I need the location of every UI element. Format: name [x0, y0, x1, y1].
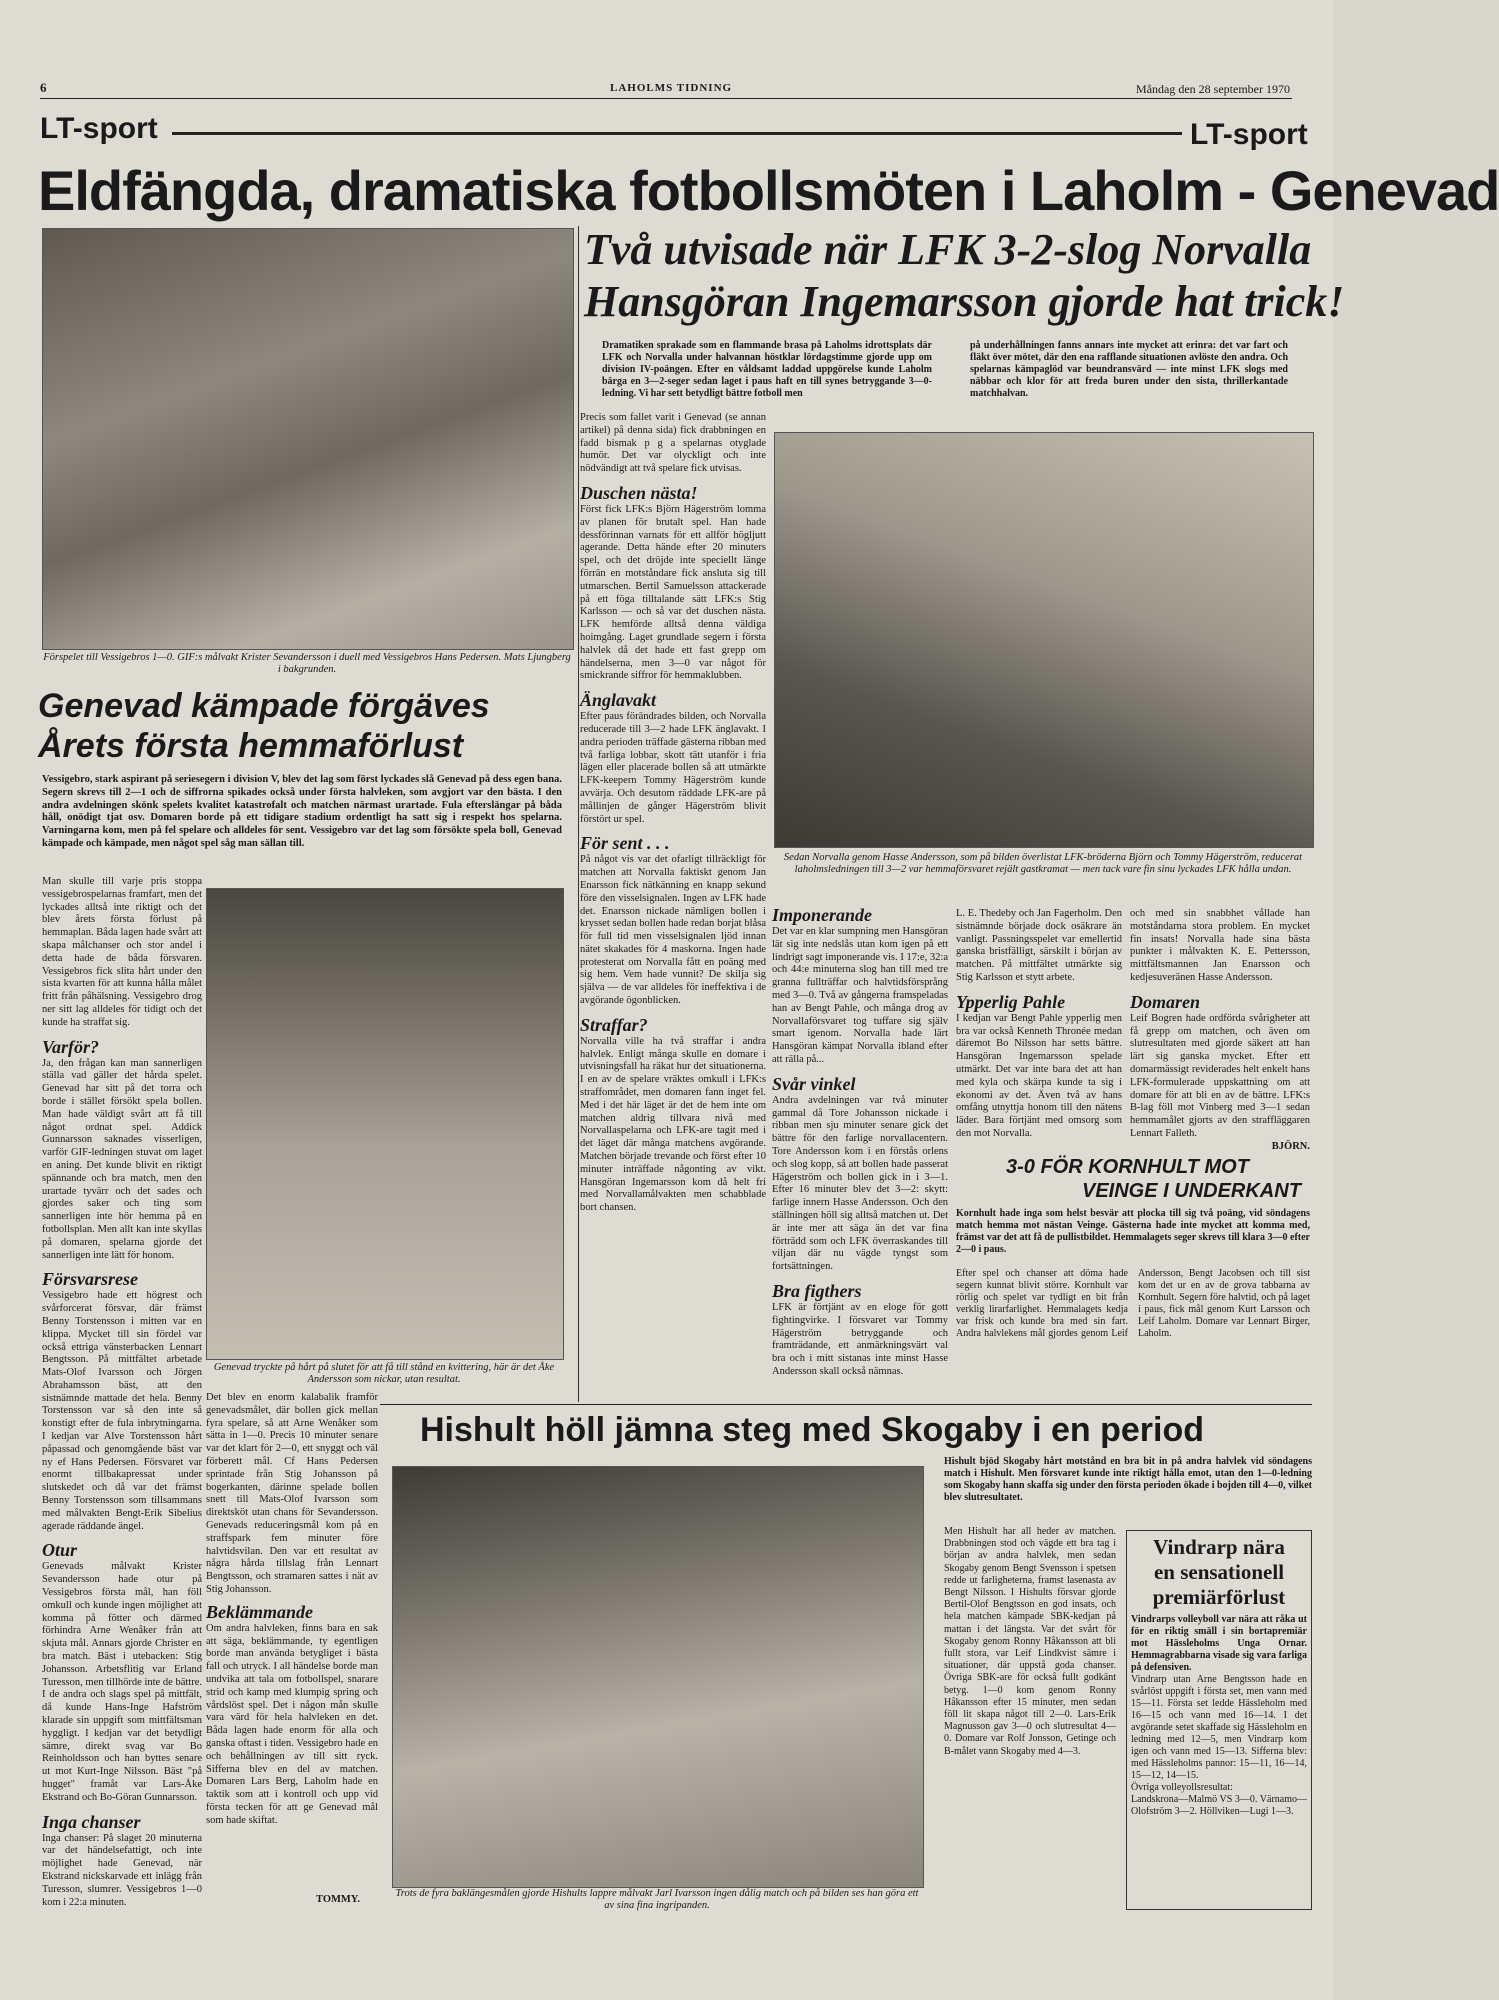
- subhead-forsvarsrese: Försvarsrese: [42, 1269, 139, 1290]
- issue-date: Måndag den 28 september 1970: [1136, 82, 1290, 96]
- lfk-column-4: [1130, 908, 1310, 1152]
- genevad-headline-1: Genevad kämpade förgäves: [38, 687, 490, 725]
- subhead-for-sent: För sent . . .: [580, 833, 670, 854]
- lfk-column-3: [956, 908, 1122, 1138]
- kornhult-headline-2: VEINGE I UNDERKANT: [1082, 1180, 1301, 1202]
- lfk-domaren-text: Leif Bogren hade ordförda svårigheter att få grepp om matchen, och även om slutresultaten med gjorde säkert att han lärt sig ganska mycket. Efter ett domarmässigt reviderades helt enkelt hans LFK-formulerade uppskattning om att domare för att bli en av de bättre. LFK:s B-lag föll mot Vinberg med 3—1 sedan hemmamålet gjorts av den straffläggaren Lennart Falleth.: [1130, 1012, 1310, 1139]
- vindrarp-results: Landskrona—Malmö VS 3—0. Värnamo—Olofström 3—2. Höllviken—Lugi 1—3.: [1131, 1794, 1307, 1817]
- vindrarp-body: Vindrarp utan Arne Bengtsson hade en svårlöst uppgift i första set, men vann med 15—11. Första set ledde Hässleholm med 16—15 och vann med 16—14. I det avgörande setet skaffade sig Hässleholm en ledning med 12—5, men Vindrarp kom igen och vann med 15—13. Sifferna blev: med Hässleholms pannor: 15—11, 16—14, 15—12, 14—15.: [1131, 1674, 1307, 1781]
- kornhult-headline-1: 3-0 FÖR KORNHULT MOT: [1006, 1156, 1249, 1178]
- lfk-col3-intro: L. E. Thedeby och Jan Fagerholm. Den sistnämnde började dock osäkrare än vanligt. Passningsspelet var emellertid ganska bristfälligt, särskilt i början av matchen. På mittfältet utmärkte sig Stig Karlsson et stytt arbete.: [956, 908, 1122, 983]
- photo-genevad-duel: [42, 228, 574, 650]
- subhead-beklammande: Beklämmande: [206, 1601, 313, 1622]
- section-rule: [172, 132, 1182, 135]
- lfk-lead-right: på underhållningen fanns annars inte mycket att erinra: det var fart och fläkt över mötet, där den ena rafflande situationen avlöste den andra. Och spelarnas kämpaglöd var beundransvärd — inte minst LFK slogs med näbbar och klor för att freda buren under den sista, thrillerkantade matchhalvan.: [970, 340, 1288, 399]
- hishult-headline: Hishult höll jämna steg med Skogaby i en period: [420, 1411, 1205, 1449]
- vindrarp-lead: Vindrarps volleyboll var nära att råka ut för en riktig smäll i sin bortapremiär mot Hässleholms Unga Ornar. Hemmagrabbarna visade sig vara farliga på defensiven.: [1131, 1614, 1307, 1673]
- lfk-byline: BJÖRN.: [1271, 1140, 1310, 1152]
- lfk-straffar-text: Norvalla ville ha två straffar i andra halvlek. Enligt många skulle en domare i utvisningsfall ha räkat hur det situationerna. I en av de spelare vräktes omkull i LFK:s straffområdet, men domaren fann inget fel. Med i det här läget är det de hem inte om matchen aldrig tillvara nivå med Norvallaspelarna och LFK-are tagit med i det läget där många matchens avgörande. Matchen började trevande och först efter 10 minuter inträffade någonting av vikt. Hansgöran Ingemarsson kom då helt fri med Norvallamålvakten men schabblade bort chansen.: [580, 1035, 766, 1214]
- masthead-rule: [40, 98, 1292, 99]
- main-headline: Eldfängda, dramatiska fotbollsmöten i Laholm - Genevad: [38, 159, 1499, 222]
- vindrarp-box: [1126, 1530, 1312, 1910]
- subhead-varfor: Varför?: [42, 1036, 100, 1057]
- subhead-bra-figthers: Bra figthers: [772, 1280, 862, 1301]
- subhead-straffar: Straffar?: [580, 1014, 648, 1035]
- genevad-headline-2: Årets första hemmaförlust: [38, 727, 464, 765]
- page-number: 6: [40, 80, 47, 95]
- genevad-forsvarsrese-text: Vessigebro hade ett högrest och svårforcerat försvar, där främst Benny Torstensson i mitten var en klippa. Mycket till sin fördel var också ettriga vänsterbacken Lennart Bengtsson. På mittfältet arbetade Mats-Olof Ivarsson och Jörgen Abrahamsson bäst, att den sistnämnde mattade det hela. Benny Torstensson var så den inte så konstigt efter de fula inbrytningarna. I kedjan var Alve Torstensson hårt påpassad och genomgående bäst var ny ef Hans Pedersen. Försvaret var enormt tillbakapressat under slutskedet och då var det främst Benny Torstensson som tillsammans med målvakten Bengt-Erik Sibelius agerade räddande ängel.: [42, 1290, 202, 1532]
- kornhult-lead: Kornhult hade inga som helst besvär att plocka till sig två poäng, vid söndagens match hemma mot nästan Veinge. Gästerna hade inte mycket att komma med, främst var det att få de pullistbildet. Hemmalagets seger skrevs till klara 3—0 efter 2—0 i paus.: [956, 1208, 1310, 1255]
- lfk-headline-1: Två utvisade när LFK 3-2-slog Norvalla: [584, 225, 1312, 274]
- genevad-column-right: [206, 1392, 378, 1907]
- lfk-lead-left: Dramatiken sprakade som en flammande brasa på Laholms idrottsplats där LFK och Norvalla under halvannan höstklar lördagstimme gjorde upp om division IV-poängen. Efter en våldsamt laddad uppgörelse kunde Laholm bärga en 3—2-seger sedan laget i paus haft en till synes betryggande 3—0-ledning. Vi har sett betydligt bättre fotboll men: [602, 340, 932, 399]
- photo-lfk-norvalla: [774, 432, 1314, 848]
- section-label-right: LT-sport: [1190, 118, 1308, 151]
- vindrarp-headline-1: Vindrarp nära: [1153, 1535, 1285, 1559]
- column-divider: [578, 226, 579, 1402]
- subhead-ypperlig-pahle: Ypperlig Pahle: [956, 991, 1066, 1012]
- vindrarp-headline-3: premiärförlust: [1152, 1585, 1286, 1609]
- subhead-svar-vinkel: Svår vinkel: [772, 1073, 856, 1094]
- lfk-intro: Precis som fallet varit i Genevad (se annan artikel) på denna sida) fick drabbningen en fadd bismak p g a spelarnas otyglade humör. Det var olyckligt och inte nödvändigt att två spelare fick utvisas.: [580, 412, 766, 475]
- lfk-svar-vinkel-text: Andra avdelningen var två minuter gammal då Tore Johansson nickade i ribban men sju minuter senare gick det bättre för den farlige norvallacentern. Tore Andersson kom i en förstås orlens och slog kopp, så att bollen hade passerat Hägerström och bollen gick in i 3—1. Efter 16 minuter blev det 3—2: skytt: farlige innern Hasse Andersson. Och den ställningen höll sig alltså matchen ut. Det är inte mer att säga än det var fina förträdd som och LFK överraskandes till viljan där nu vägde tyngst som fortsättningen.: [772, 1094, 948, 1273]
- lfk-imponerande-text: Det var en klar sumpning men Hansgöran lät sig inte nedslås utan kom igen på ett lindrigt sagt imponerande vis. I 17:e, 32:a och 44:e minuterna slog han till med tre granna fullträffar och halvtidsförsprång med 3—0. Två av gångerna framspeladas han av Bengt Pahle, och många drog av Norvallaförsvaret tog tuffare sig själv smart igenom. Norvalla hade lärt Hansgöran kämpat Norvalla ibland efter att rälla på...: [772, 926, 948, 1065]
- genevad-byline: TOMMY.: [316, 1894, 361, 1905]
- photo-caption-lfk-norvalla: Sedan Norvalla genom Hasse Andersson, som på bilden överlistat LFK-brödernа Björn och Tommy Hägerström, reducerat laholmsledningen till 3—2 var hemmaförsvaret rejält gastkramat — men tack vare fin sinu lyckades LFK hålla undan.: [783, 852, 1303, 875]
- photo-caption-hishult: Trots de fyra baklängesmålen gjorde Hishults lappre målvakt Jarl Ivarsson ingen dålig match och på bilden ses han göra ett av sina fina ingripanden.: [395, 1888, 919, 1911]
- masthead: [40, 80, 1290, 100]
- lfk-anglavakt-text: Efter paus förändrades bilden, och Norvalla reducerade till 3—2 hade LFK änglavakt. I andra perioden träffade gästerna ribban med två farliga lobbar, skott tätt utanför i fria lägen eller placerade bollen så att utmärkte LFK-keepern Tommy Hägerström kunde avvärja. Och desutom räddade LFK-are på mållinjen de gånger Hägerström blivit förstört ur spel.: [580, 711, 766, 825]
- lfk-column-left: [580, 412, 766, 1380]
- genevad-varfor-text: Ja, den frågan kan man sannerligen ställa vad gäller det hårda spelet. Genevad har sitt på det torra och borde i stället försökt spela bollen. Man hade väldigt svårt att få till något ordnat spel. Addick Gunnarsson saknades visserligen, varför GIF-ledningen stuvat om laget en aning. Det kunde blivit en riktigt spännande och bra match, men den urartade tyvärr och det sades och gjordes saker och ting som sannerligen inte hör hemma på en fotbollsplan. Men allt kan inte skyllas på domaren, spelarna gjorde det sannerligen inte lätt för honom.: [42, 1057, 202, 1261]
- genevad-right-text-2: Om andra halvleken, finns bara en sak att säga, beklämmande, ty egentligen borde man använda betygliget i bästa fall och utryck. I all händelse borde man undvika att tala om fotbollspel, snarare strid och kamp med klumpig spring och vårdslöst spel. Det i någon mån skulle vara värd för hela halvleken en det. Båda lagen hade enorm för alla och ganska oftast i tiden. Vessigebro hade en och behållningen av till sitt ryck. Sifferna blev en del av matchen. Domaren Lars Berg, Laholm hade en taktik som att i kontroll och upp vid första tecken för att ge Genevad mål som hade skiftat.: [206, 1622, 378, 1826]
- hishult-body: Men Hishult har all heder av matchen. Drabbningen stod och vägde ett bra tag i början av andra halvlek, men sedan Skogaby genom Bengt Svensson i spetsen redde ut farligheterna, framst lasenasta av Bengt Nilsson. I Hishults försvar gjorde Bertil-Olof Bengtsson en god insats, och hela matchen kämpade SBK-kedjan på mattan i det längsta. Var det svårt för Skogaby genom Ronny Håkansson att bli fullt stora, var Leif Lindkvist sämre i situationer, där uppstå goda chanser. Övriga SBK-are för också fullt godkänt betyg. 1—0 kom genom Ronny Håkansson efter 15 minuter, men sedan föll lit skapa något till 2—0. Lars-Erik Magnusson gav 3—0 och slutresultat 4—0. Domare var Rolf Jonsson, Getinge och B-målet vann Skogaby med 4—3.: [944, 1526, 1116, 1757]
- hishult-top-rule: [380, 1404, 1312, 1405]
- hishult-lead: Hishult bjöd Skogaby hårt motstånd en bra bit in på andra halvlek vid söndagens match i Hishult. Men försvaret kunde inte riktigt hålla emot, utan den 1—0-ledning som Skogaby hann skaffa sig under den första perioden ökade i bojden till 4—0, vilket blev slutresultatet.: [944, 1456, 1312, 1503]
- subhead-imponerande: Imponerande: [772, 905, 873, 925]
- vindrarp-results-title: Övriga volleyollsresultat:: [1131, 1782, 1233, 1793]
- lfk-column-2: [772, 904, 948, 1394]
- lfk-bra-figthers-text: LFK är förtjänt av en eloge för gott fightingvirke. I försvaret var Tommy Hägerström betryggande och framträdande, ett anmärkningsvärt val bra och i mitt sistanas inte minst Hasse Andersson skall också nämnas.: [772, 1301, 948, 1377]
- genevad-otur-text: Genevads målvakt Krister Sevandersson hade otur på Vessigebros första mål, han föll omkull och kunde ingen möjlighet att komma på fötter och därmed förhindra Arne Wenåker från att skjuta mål. Annars gjorde Christer en bra match. Bäst i utebacken: Stig Johansson. Arbetsflitig var Erland Turesson, men tillhörde inte de bättre. I de andra och slags spel på mittfält, då kunde Hans-Inge Hafström klarade sin uppgift som mittfältsman hyggligt. I kedjan var det betydligt sämre, direkt svag var Bo Reinholdsson och han byttes senare ut mot Kurt-Inge Nilsson. Bäst "på hugget" framåt var Lars-Åke Ekstrand och Bo-Göran Gunnarsson.: [42, 1561, 202, 1803]
- lfk-duschen-text: Först fick LFK:s Björn Hägerström lomma av planen för brutalt spel. Han hade dessförinnan varnats för ett allför högljutt agerande. Detta hände efter 20 minuters spel, och det dröjde inte speciellt länge förrän en motståndare fick ansluta sig till utmarschen. Bertil Samuelsson attackerade på ett föga tilltalande sätt LFK:s Stig Karlsson — och så var det duschen nästa. LFK hemförde alltså denna väldiga hoimgång. Laget grundlade segern i första halvlek då det hade ett fast grepp om händelserna, men 3—0 var något för smickrande siffror för hemmaklubben.: [580, 503, 766, 682]
- section-label-left: LT-sport: [40, 112, 158, 145]
- photo-hishult-goalkeeper: [392, 1466, 924, 1888]
- genevad-inga-chanser-text: Inga chanser: På slaget 20 minuterna var det händelsefattigt, och inte möjlighet hade Genevad, när Ekstrand nickskarvade ett inlägg från Turesson, slumrer. Vessigebros 1—0 kom i 22:a minuten.: [42, 1832, 202, 1908]
- lfk-for-sent-text: På något vis var det ofarligt tillräckligt för matchen att Norvalla faktiskt genom Jan Enarsson fick nätkänning en knapp sekund före den visselsignalen. Ingen av LFK hade det. Enarsson nickade nämligen bollen i krysset sedan bollen hade redan borjat blåsa för full tid men visselsignalen ljöd innan nätet skakades för 4 maskorna. Ingen hade protesterat om Norvalla fått en poäng med sig hem. Vem hade vunnit? De skilja sig själva — de var alldeles för ineffektiva i de avgörande ögonblicken.: [580, 854, 766, 1007]
- subhead-anglavakt: Änglavakt: [580, 690, 657, 711]
- genevad-column-left: [42, 876, 202, 1911]
- lfk-headline-2: Hansgöran Ingemarsson gjorde hat trick!: [584, 277, 1345, 326]
- subhead-otur: Otur: [42, 1540, 78, 1561]
- genevad-intro: Man skulle till varje pris stoppa vessigebrospelarnas framfart, men det lyckades alltså inte riktigt och det blev årets första förlust på hemmaplan. Båda lagen hade svårt att skapa målchanser och stor andel i detta hade de båda försvaren. Vessigebros fick slita hårt under den sista kvarten för att kunna hålla målet fritt från påhälsning. Vessigebro drog ner sitt lag alldeles för tidigt och det kunde ha straffat sig.: [42, 876, 202, 1028]
- lfk-col4-intro: och med sin snabbhet vållade han motståndarna stora problem. En mycket fin insats! Norvalla hade sina bästa punkter i målvakten K. E. Pettersson, mittfältsmannen Jan Enarsson och kedjesuveränen Hasse Andersson.: [1130, 908, 1310, 983]
- paper-name: LAHOLMS TIDNING: [610, 82, 733, 94]
- lfk-ypperlig-text: I kedjan var Bengt Pahle ypperlig men bra var också Kenneth Thronée medan däremot Bo Nilsson har setts bättre. Hansgöran Ingemarsson spelade utmärkt. Det var inte bara det att han med kyla och skärpa kunde ta sig i ekonomi av det. Även två av hans omfång utnyttja honom till den nätens läder. Bara förtjänt med omsorg som den mot Norvalla.: [956, 1012, 1122, 1139]
- photo-genevad-header: [206, 888, 564, 1360]
- subhead-inga-chanser: Inga chanser: [42, 1811, 141, 1832]
- vindrarp-headline-2: en sensationell: [1153, 1560, 1285, 1584]
- kornhult-body: Efter spel och chanser att döma hade segern kunnat blivit större. Kornhult var rörlig och spelet var tydligt en bit från verklig lirarfarlighet. Hemmalagets kedja var frisk och kunde bra med sin fart. Andra halvlekens mål gjordes genom Leif Andersson, Bengt Jacobsen och till sist kom det ur en av de grova tabbarna av Kornhult. Segern före halvtid, och på laget i paus, fick mål genom Kurt Larsson och Leif Laholm. Domare var Lennart Birger, Laholm.: [956, 1268, 1310, 1339]
- genevad-lead: Vessigebro, stark aspirant på seriesegern i division V, blev det lag som först lyckades slå Genevad på dess egen bana. Segern skrevs till 2—1 och de siffrorna spikades också under första halvleken, som avgjort var den bästa. I den andra avdelningen skönk spelets kvalitet katastrofalt och matchen närmast urartade. Fula efterslängar på båda håll, onödigt tjat osv. Domaren borde på ett tidigare stadium ordentligt ha satt sig i respekt hos spelarna. Varningarna kom, men på fel spelare och alldeles för sent. Vessigebro var det lag som försökte spela boll, Genevad kämpade och kämpade, men något spel såg man sällan till.: [42, 774, 562, 849]
- subhead-duschen: Duschen nästa!: [580, 482, 698, 503]
- subhead-domaren: Domaren: [1130, 991, 1201, 1012]
- photo-caption-genevad-header: Genevad tryckte på hårt på slutet för att få till stånd en kvittering, här är det Åke Andersson som nickar, utan resultat.: [213, 1362, 555, 1385]
- genevad-right-text-1: Det blev en enorm kalabalik framför genevadsmålet, där bollen gick mellan fyra spelare, så att Arne Wenåker som sätta in 1—0. Precis 10 minuter senare var det klart för 2—0, ett snyggt och väl förberett mål. Cf Hans Pedersen sprintade från Stig Johansson på bogerkanten, därinne spelade bollen snett till Mats-Olof Ivarsson som direktsköt utan chans för Sevandersson. Genevads reduceringsmål kom på en straffspark fem minuter före halvtidsvilan. Den var ett resultat av några hårda tillslag från Lennart Bengtsson, och stramaren sattes i nät av Stig Johansson.: [206, 1392, 378, 1595]
- photo-caption-genevad-duel: Förspelet till Vessigebros 1—0. GIF:s målvakt Krister Sevandersson i duell med Vessigebros Hans Pedersen. Mats Ljungberg i bakgrunden.: [43, 652, 571, 675]
